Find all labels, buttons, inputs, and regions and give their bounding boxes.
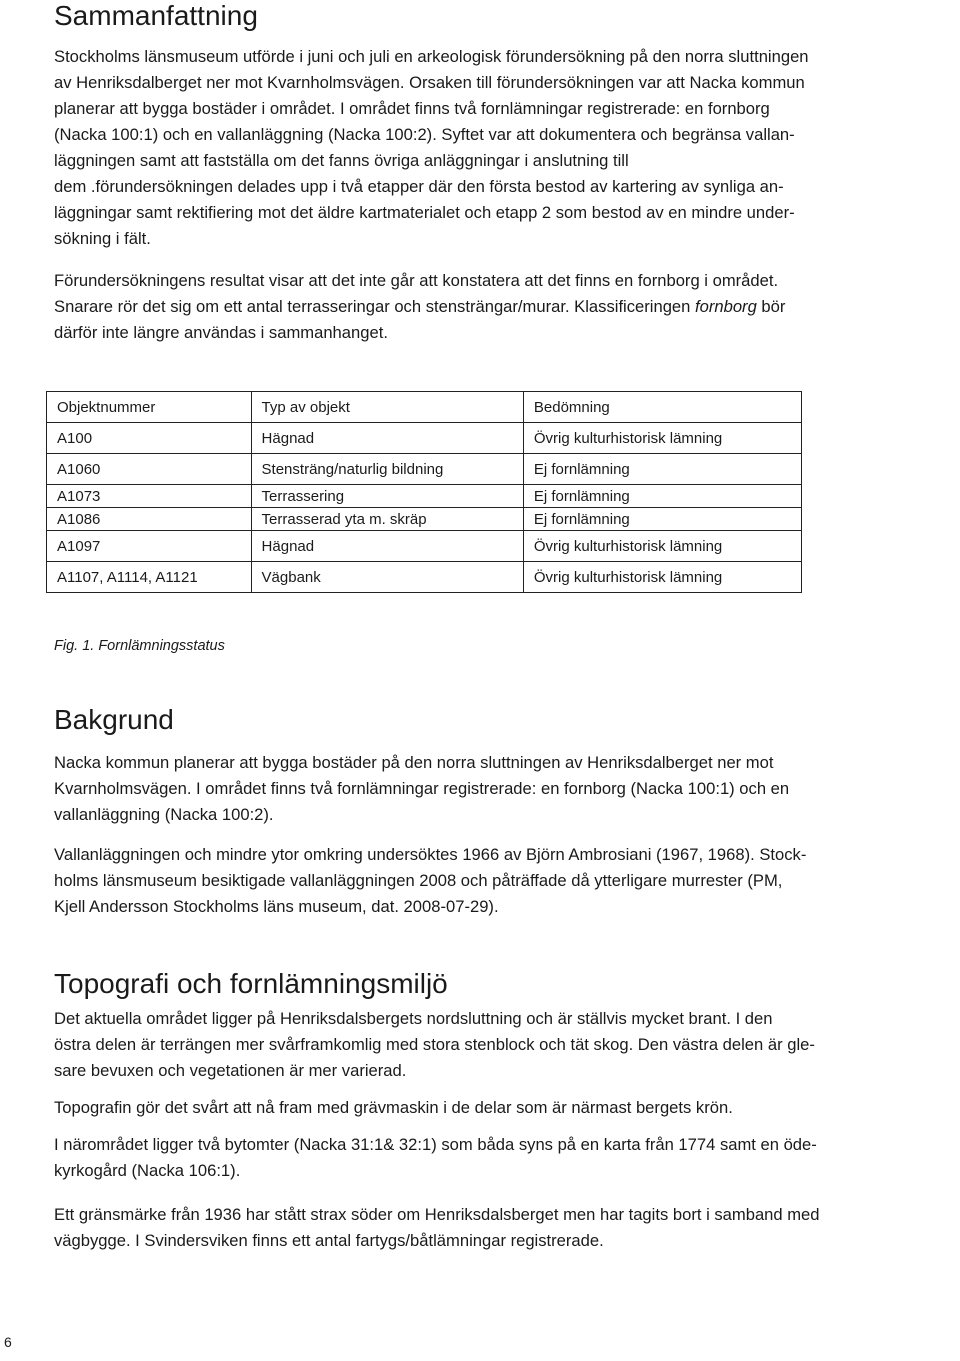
heading-topografi: Topografi och fornlämningsmiljö — [54, 968, 448, 999]
table-cell: A1060 — [47, 454, 252, 485]
text-line: (Nacka 100:1) och en vallanläggning (Nacka 100:2). Syftet var att dokumentera och begränsa vallan- — [54, 125, 795, 144]
text-line: I närområdet ligger två bytomter (Nacka 31:1& 32:1) som båda syns på en karta från 1774 samt en öde- — [54, 1135, 817, 1154]
text-segment: Snarare rör det sig om ett antal terrasseringar och stensträngar/murar. Klassificeringen — [54, 297, 695, 316]
table-row — [47, 423, 802, 454]
text-line: läggningar samt rektifiering mot det äldre kartmaterialet och etapp 2 som bestod av en mindre under- — [54, 203, 795, 222]
table-cell: A100 — [47, 423, 252, 454]
header-cell: Objektnummer — [47, 392, 252, 423]
background-paragraph-1 — [54, 750, 789, 828]
table-cell: Hägnad — [251, 531, 523, 562]
text-line: Vallanläggningen och mindre ytor omkring undersöktes 1966 av Björn Ambrosiani (1967, 1968). Stock- — [54, 845, 807, 864]
table-cell: Ej fornlämning — [523, 485, 801, 508]
table-cell: Övrig kulturhistorisk lämning — [523, 531, 801, 562]
table-cell: A1086 — [47, 508, 252, 531]
fornlamning-status-table — [46, 391, 802, 593]
text-line: Topografin gör det svårt att nå fram med grävmaskin i de delar som är närmast bergets krön. — [54, 1098, 733, 1117]
text-line: därför inte längre användas i sammanhanget. — [54, 323, 388, 342]
text-line: Nacka kommun planerar att bygga bostäder på den norra sluttningen av Henriksdalberget ner mot — [54, 753, 774, 772]
text-line: vägbygge. I Svindersviken finns ett antal fartygs/båtlämningar registrerade. — [54, 1231, 604, 1250]
text-line: holms länsmuseum besiktigade vallanläggningen 2008 och påträffade då ytterligare murrester (PM, — [54, 871, 783, 890]
header-cell: Typ av objekt — [251, 392, 523, 423]
header-cell: Bedömning — [523, 392, 801, 423]
figure-caption: Fig. 1. Fornlämningsstatus — [54, 638, 225, 654]
table-cell: Stensträng/naturlig bildning — [251, 454, 523, 485]
table-row — [47, 454, 802, 485]
heading-sammanfattning: Sammanfattning — [54, 0, 258, 31]
summary-paragraph-1 — [54, 44, 809, 252]
text-line: Kjell Andersson Stockholms läns museum, dat. 2008-07-29). — [54, 897, 499, 916]
text-line: Stockholms länsmuseum utförde i juni och juli en arkeologisk förundersökning på den norra sluttningen — [54, 47, 809, 66]
text-line: av Henriksdalberget ner mot Kvarnholmsvägen. Orsaken till förundersökningen var att Nacka kommun — [54, 73, 805, 92]
text-segment: bör — [756, 297, 786, 316]
table-cell: A1097 — [47, 531, 252, 562]
topography-paragraph-2 — [54, 1095, 733, 1121]
table-header-row — [47, 392, 802, 423]
table-cell: Ej fornlämning — [523, 454, 801, 485]
text-line: sökning i fält. — [54, 229, 151, 248]
text-line: läggningen samt att fastställa om det fanns övriga anläggningar i anslutning till — [54, 151, 629, 170]
table-cell: Övrig kulturhistorisk lämning — [523, 562, 801, 593]
table-row — [47, 562, 802, 593]
table-cell: A1073 — [47, 485, 252, 508]
text-line — [54, 294, 785, 320]
text-line: sare bevuxen och vegetationen är mer varierad. — [54, 1061, 407, 1080]
table-cell: Hägnad — [251, 423, 523, 454]
text-line: Ett gränsmärke från 1936 har stått strax söder om Henriksdalsberget men har tagits bort i samband med — [54, 1205, 820, 1224]
text-line: kyrkogård (Nacka 106:1). — [54, 1161, 241, 1180]
text-line: östra delen är terrängen mer svårframkomlig med stora stenblock och tät skog. Den västra delen är gle- — [54, 1035, 815, 1054]
table-cell: Terrasserad yta m. skräp — [251, 508, 523, 531]
italic-term: fornborg — [695, 297, 757, 316]
text-line: Det aktuella området ligger på Henriksdalsbergets nordsluttning och är ställvis mycket brant. I den — [54, 1009, 773, 1028]
table-cell: A1107, A1114, A1121 — [47, 562, 252, 593]
topography-paragraph-3 — [54, 1132, 817, 1184]
text-line: dem .förundersökningen delades upp i två etapper där den första bestod av kartering av synliga an- — [54, 177, 784, 196]
text-line: vallanläggning (Nacka 100:2). — [54, 805, 274, 824]
heading-bakgrund: Bakgrund — [54, 704, 174, 735]
text-line: planerar att bygga bostäder i området. I området finns två fornlämningar registrerade: en fornborg — [54, 99, 770, 118]
topography-paragraph-1 — [54, 1006, 815, 1084]
table-cell: Terrassering — [251, 485, 523, 508]
text-line: Förundersökningens resultat visar att det inte går att konstatera att det finns en fornborg i området. — [54, 271, 779, 290]
table-cell: Övrig kulturhistorisk lämning — [523, 423, 801, 454]
text-line: Kvarnholmsvägen. I området finns två fornlämningar registrerade: en fornborg (Nacka 100:1) och en — [54, 779, 790, 798]
table-row — [47, 508, 802, 531]
table-row — [47, 485, 802, 508]
table-cell: Ej fornlämning — [523, 508, 801, 531]
table-cell: Vägbank — [251, 562, 523, 593]
topography-paragraph-4 — [54, 1202, 820, 1254]
page-number: 6 — [4, 1334, 12, 1350]
background-paragraph-2 — [54, 842, 806, 920]
summary-paragraph-2 — [54, 268, 785, 346]
table-row — [47, 531, 802, 562]
